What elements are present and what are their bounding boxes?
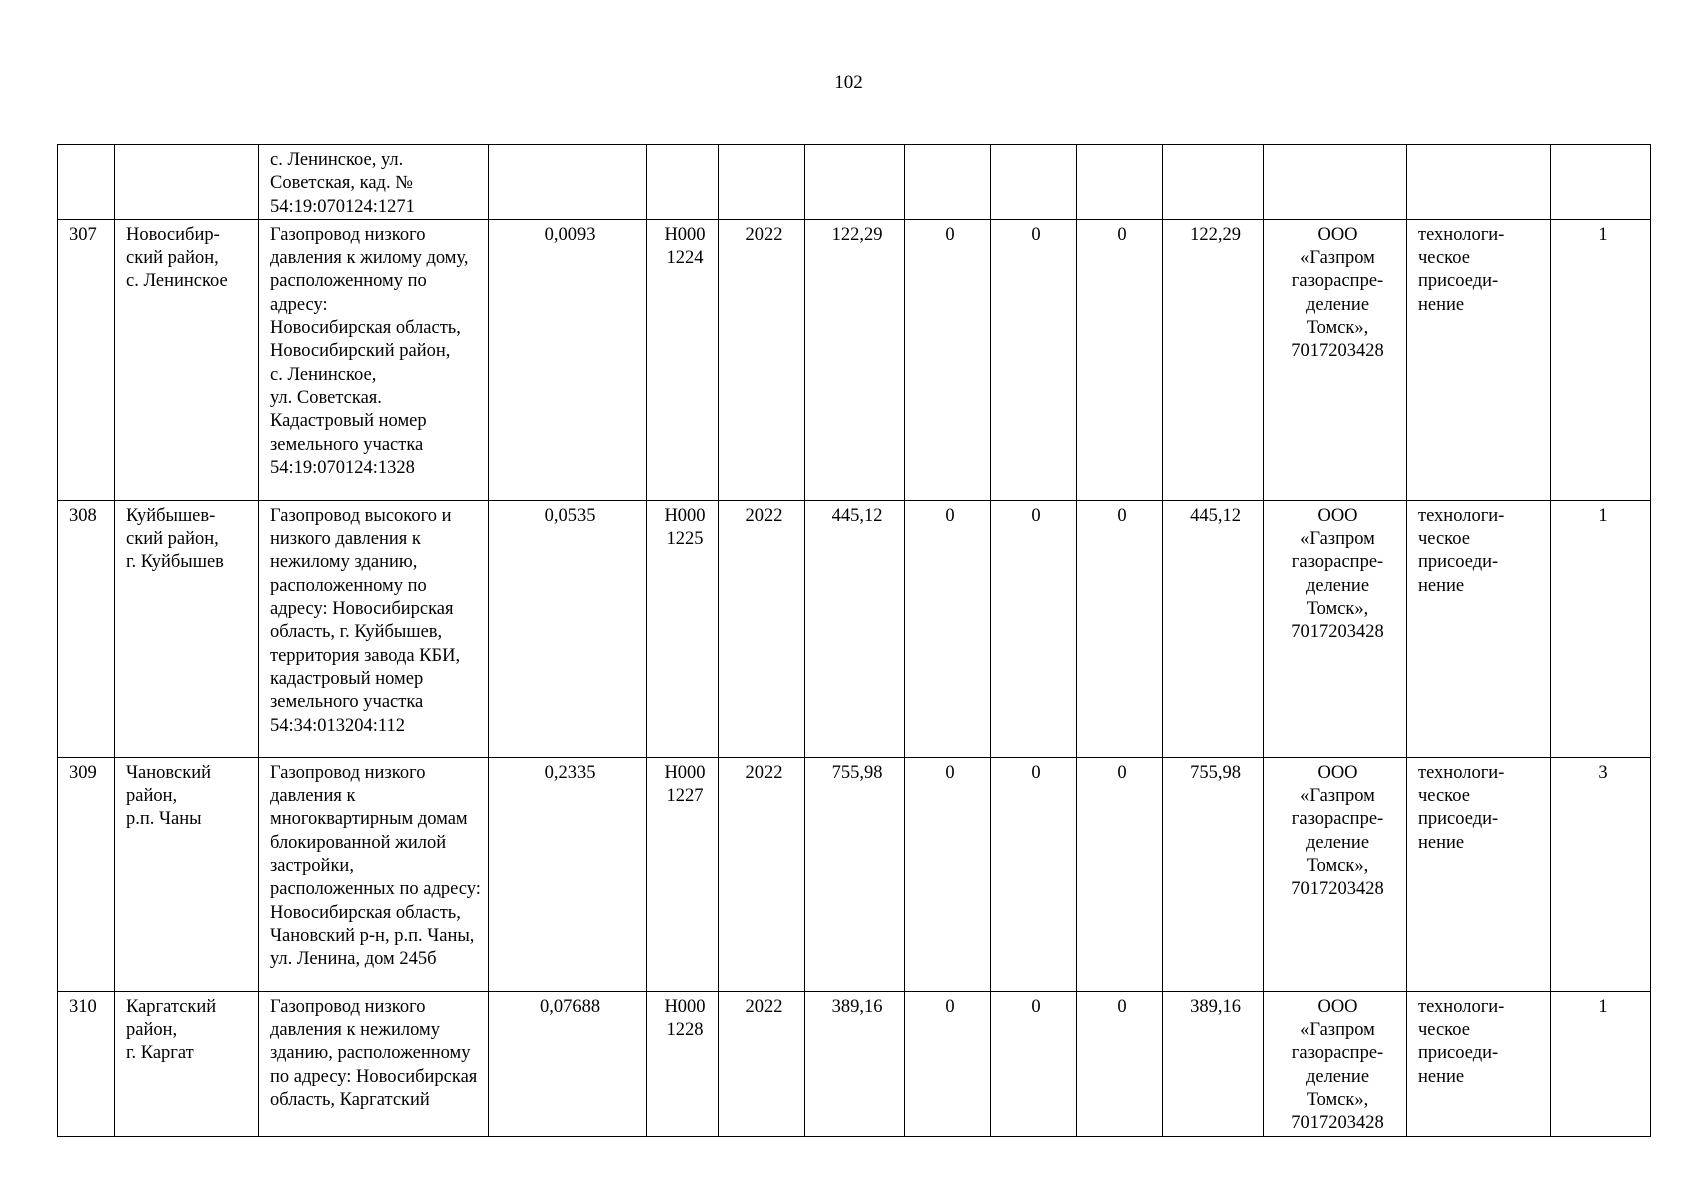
cell-purpose: технологи- ческое присоеди- нение (1407, 219, 1551, 500)
cell-v2: 0 (991, 757, 1077, 991)
cell-sum: 445,12 (1163, 500, 1264, 757)
page-number: 102 (834, 72, 863, 93)
cell-length: 0,0093 (489, 219, 647, 500)
cell-purpose: технологи- ческое присоеди- нение (1407, 991, 1551, 1136)
cell-v3: 0 (1077, 991, 1163, 1136)
cell-purpose: технологи- ческое присоеди- нение (1407, 500, 1551, 757)
cell-district: Новосибир- ский район, с. Ленинское (115, 219, 259, 500)
cell-total: 755,98 (805, 757, 905, 991)
cell-district: Чановский район, р.п. Чаны (115, 757, 259, 991)
cell-code (647, 145, 719, 220)
cell-total: 122,29 (805, 219, 905, 500)
cell-count: 3 (1551, 757, 1651, 991)
cell-v3: 0 (1077, 757, 1163, 991)
cell-description: Газопровод низкого давления к жилому дому, расположенному по адресу: Новосибирская область, Новосибирский район, с. Ленинское, ул. Советская. Кадастровый номер земельного участка 54:19:070124:1328 (259, 219, 489, 500)
cell-total: 445,12 (805, 500, 905, 757)
cell-v1: 0 (905, 991, 991, 1136)
cell-district (115, 145, 259, 220)
cell-sum: 122,29 (1163, 219, 1264, 500)
cell-count: 1 (1551, 500, 1651, 757)
cell-year: 2022 (719, 757, 805, 991)
cell-count: 1 (1551, 219, 1651, 500)
cell-description: Газопровод низкого давления к нежилому зданию, расположенному по адресу: Новосибирская область, Каргатский (259, 991, 489, 1136)
cell-year (719, 145, 805, 220)
cell-code: Н000 1227 (647, 757, 719, 991)
cell-org (1264, 145, 1407, 220)
cell-v2: 0 (991, 500, 1077, 757)
cell-code: Н000 1228 (647, 991, 719, 1136)
cell-purpose (1407, 145, 1551, 220)
cell-v2: 0 (991, 991, 1077, 1136)
cell-length: 0,2335 (489, 757, 647, 991)
cell-v3: 0 (1077, 500, 1163, 757)
cell-org: ООО «Газпром газораспре- деление Томск», 7017203428 (1264, 991, 1407, 1136)
cell-description: Газопровод высокого и низкого давления к нежилому зданию, расположенному по адресу: Новосибирская область, г. Куйбышев, территория завода КБИ, кадастровый номер земельного участка 54:34:013204:112 (259, 500, 489, 757)
cell-count: 1 (1551, 991, 1651, 1136)
table-row (58, 991, 1651, 1136)
cell-total: 389,16 (805, 991, 905, 1136)
cell-code: Н000 1224 (647, 219, 719, 500)
table-row-continuation (58, 145, 1651, 220)
table-row (58, 500, 1651, 757)
cell-org: ООО «Газпром газораспре- деление Томск», 7017203428 (1264, 757, 1407, 991)
cell-num: 307 (58, 219, 115, 500)
cell-total (805, 145, 905, 220)
cell-num: 310 (58, 991, 115, 1136)
cell-v3: 0 (1077, 219, 1163, 500)
cell-org: ООО «Газпром газораспре- деление Томск», 7017203428 (1264, 219, 1407, 500)
cell-length: 0,07688 (489, 991, 647, 1136)
cell-v1: 0 (905, 500, 991, 757)
cell-description: Газопровод низкого давления к многоквартирным домам блокированной жилой застройки, расположенных по адресу: Новосибирская область, Чановский р-н, р.п. Чаны, ул. Ленина, дом 245б (259, 757, 489, 991)
cell-code: Н000 1225 (647, 500, 719, 757)
cell-num (58, 145, 115, 220)
cell-year: 2022 (719, 991, 805, 1136)
cell-num: 308 (58, 500, 115, 757)
cell-district: Каргатский район, г. Каргат (115, 991, 259, 1136)
cell-v1: 0 (905, 757, 991, 991)
table-row (58, 757, 1651, 991)
cell-v1 (905, 145, 991, 220)
cell-num: 309 (58, 757, 115, 991)
cell-v2 (991, 145, 1077, 220)
cell-org: ООО «Газпром газораспре- деление Томск», 7017203428 (1264, 500, 1407, 757)
cell-count (1551, 145, 1651, 220)
cell-v1: 0 (905, 219, 991, 500)
cell-v2: 0 (991, 219, 1077, 500)
cell-year: 2022 (719, 219, 805, 500)
cell-sum (1163, 145, 1264, 220)
cell-purpose: технологи- ческое присоеди- нение (1407, 757, 1551, 991)
cell-year: 2022 (719, 500, 805, 757)
cell-v3 (1077, 145, 1163, 220)
cell-sum: 755,98 (1163, 757, 1264, 991)
registry-table (57, 144, 1651, 1137)
cell-sum: 389,16 (1163, 991, 1264, 1136)
cell-length (489, 145, 647, 220)
table-row (58, 219, 1651, 500)
cell-length: 0,0535 (489, 500, 647, 757)
cell-district: Куйбышев- ский район, г. Куйбышев (115, 500, 259, 757)
cell-description: с. Ленинское, ул. Советская, кад. № 54:19:070124:1271 (259, 145, 489, 220)
